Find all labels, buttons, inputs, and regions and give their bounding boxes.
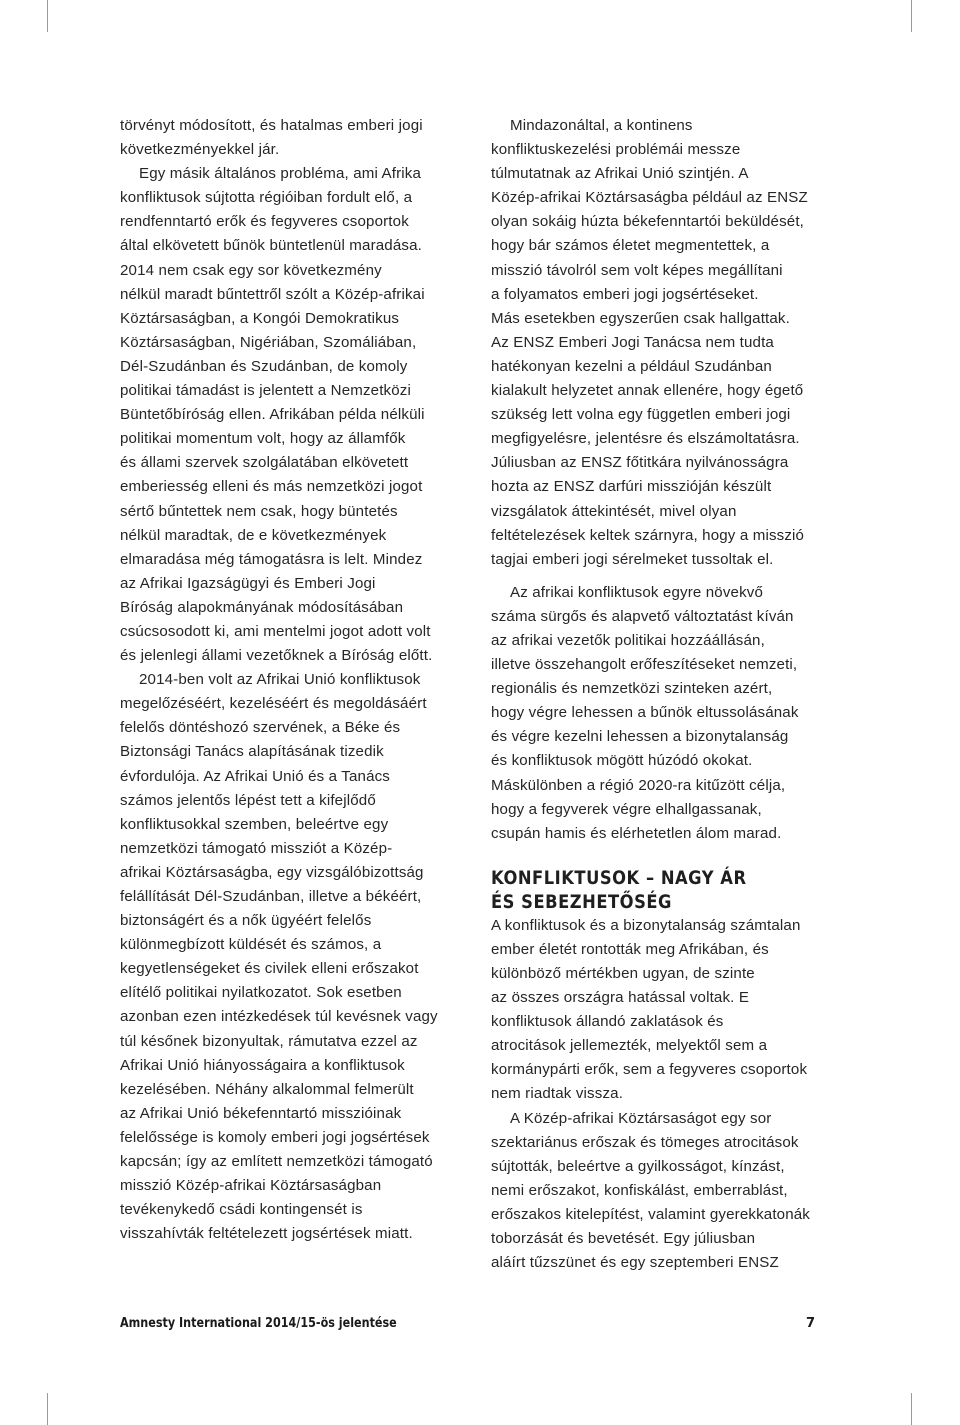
text-line: által elkövetett bűnök büntetlenül maradása. bbox=[120, 237, 422, 255]
text-line: szektariánus erőszak és tömeges atrocitások bbox=[491, 1133, 799, 1151]
right-text-column bbox=[491, 114, 841, 1275]
text-line: azonban ezen intézkedések túl kevésnek vagy bbox=[120, 1008, 438, 1026]
text-line: misszió Közép-afrikai Köztársaságban bbox=[120, 1177, 382, 1195]
text-line: Más esetekben egyszerűen csak hallgattak. bbox=[491, 309, 790, 327]
text-line: Dél-Szudánban és Szudánban, de komoly bbox=[120, 357, 408, 375]
text-line: Büntetőbíróság ellen. Afrikában példa nélküli bbox=[120, 406, 425, 424]
text-line: számos jelentős lépést tett a kifejlődő bbox=[120, 791, 376, 809]
text-line: sújtották, beleértve a gyilkosságot, kínzást, bbox=[491, 1157, 785, 1175]
text-line: Mindazonáltal, a kontinens bbox=[510, 117, 693, 134]
text-line: kialakult helyzetet annak ellenére, hogy égető bbox=[491, 382, 804, 400]
text-line: aláírt tűzszünet és egy szeptemberi ENSZ bbox=[491, 1254, 779, 1272]
text-line: vizsgálatok áttekintését, mivel olyan bbox=[491, 502, 737, 520]
text-line: és végre kezelni lehessen a bizonytalanság bbox=[491, 728, 789, 746]
text-line: tevékenykedő csádi kontingensét is bbox=[120, 1201, 363, 1219]
text-line: Biztonsági Tanács alapításának tizedik bbox=[120, 743, 384, 761]
text-line: Az afrikai konfliktusok egyre növekvő bbox=[510, 583, 764, 601]
text-line: és konfliktusok mögött húzódó okokat. bbox=[491, 752, 753, 770]
text-line: Az ENSZ Emberi Jogi Tanácsa nem tudta bbox=[491, 333, 774, 351]
crop-mark-bottom-left bbox=[47, 1393, 48, 1425]
text-line: hatékonyan kezelni a például Szudánban bbox=[491, 357, 772, 375]
text-line: megelőzéséért, kezeléséért és megoldásáért bbox=[120, 695, 427, 713]
text-line: felelőssége is komoly emberi jogi jogsértések bbox=[120, 1128, 430, 1146]
text-line: nem riadtak vissza. bbox=[491, 1085, 624, 1103]
paragraph-gap bbox=[491, 572, 841, 581]
text-line: illetve összehangolt erőfeszítéseket nemzeti, bbox=[491, 656, 798, 674]
text-line: következményekkel jár. bbox=[120, 141, 280, 159]
crop-mark-bottom-right bbox=[911, 1393, 912, 1425]
text-line: az Afrikai Unió békefenntartó misszióinak bbox=[120, 1104, 402, 1122]
text-line: felelős döntéshozó szervének, a Béke és bbox=[120, 719, 401, 737]
text-line: feltételezések keltek szárnyra, hogy a misszió bbox=[491, 526, 805, 544]
page-number: 7 bbox=[805, 1316, 815, 1331]
text-line: megfigyelésre, jelentésre és elszámoltatásra. bbox=[491, 430, 800, 448]
text-line: politikai momentum volt, hogy az államfők bbox=[120, 430, 406, 448]
text-line: szükség lett volna egy független emberi jogi bbox=[491, 406, 791, 424]
text-line: erőszakos kitelepítést, valamint gyerekkatonák bbox=[491, 1205, 810, 1223]
text-line: nemzetközi támogató missziót a Közép- bbox=[120, 839, 393, 857]
text-line: száma sürgős és alapvető változtatást kíván bbox=[491, 607, 794, 625]
text-line: különböző mértékben ugyan, de szinte bbox=[491, 965, 755, 982]
text-line: konfliktusok állandó zaklatások és bbox=[491, 1013, 724, 1031]
text-line: a folyamatos emberi jogi jogsértéseket. bbox=[491, 285, 759, 303]
left-text-column bbox=[120, 114, 470, 1246]
text-line: kapcsán; így az említett nemzetközi támogató bbox=[120, 1153, 433, 1171]
text-line: rendfenntartó erők és fegyveres csoportok bbox=[120, 213, 409, 231]
text-line: az afrikai vezetők politikai hozzáállásán, bbox=[491, 631, 765, 649]
text-line: nélkül maradtak, de e következmények bbox=[120, 526, 387, 544]
text-line: politikai támadást is jelentett a Nemzetközi bbox=[120, 382, 411, 400]
text-line: visszahívták feltételezett jogsértések miatt. bbox=[120, 1225, 413, 1243]
section-heading-line-1: KONFLIKTUSOK – NAGY ÁR bbox=[491, 866, 747, 889]
text-line: Afrikai Unió hiányosságaira a konfliktusok bbox=[120, 1056, 405, 1074]
crop-mark-top-left bbox=[47, 0, 48, 32]
footer-report-title: Amnesty International 2014/15-ös jelentése bbox=[120, 1316, 397, 1331]
text-line: atrocitások jellemezték, melyektől sem a bbox=[491, 1037, 768, 1055]
section-heading bbox=[491, 866, 841, 914]
page-footer bbox=[120, 1313, 815, 1335]
text-line: tagjai emberi jogi sérelmeket tussoltak el. bbox=[491, 550, 774, 568]
text-line: Bíróság alapokmányának módosításában bbox=[120, 598, 404, 616]
text-line: túlmutatnak az Afrikai Unió szintjén. A bbox=[491, 165, 749, 183]
text-line: kegyetlenségeket és civilek elleni erőszakot bbox=[120, 960, 419, 978]
text-line: évfordulója. Az Afrikai Unió és a Tanács bbox=[120, 767, 391, 785]
text-line: Köztársaságban, a Kongói Demokratikus bbox=[120, 309, 400, 327]
text-line: és jelenlegi állami vezetőknek a Bíróság előtt. bbox=[120, 647, 433, 665]
text-line: afrikai Köztársaságba, egy vizsgálóbizottság bbox=[120, 863, 424, 881]
text-line: 2014 nem csak egy sor következmény bbox=[120, 261, 382, 279]
text-line: 2014-ben volt az Afrikai Unió konfliktusok bbox=[139, 671, 421, 689]
text-line: túl későnek bizonyultak, rámutatva ezzel az bbox=[120, 1032, 418, 1050]
text-line: törvényt módosított, és hatalmas emberi jogi bbox=[120, 117, 423, 134]
text-line: nélkül maradt bűntettről szólt a Közép-afrikai bbox=[120, 285, 425, 303]
text-line: nemi erőszakot, konfiskálást, emberrablást, bbox=[491, 1181, 788, 1199]
text-line: az Afrikai Igazságügyi és Emberi Jogi bbox=[120, 574, 376, 592]
crop-mark-top-right bbox=[911, 0, 912, 32]
text-line: konfliktusok sújtotta régióiban fordult elő, a bbox=[120, 189, 413, 207]
text-line: sértő bűntettek nem csak, hogy büntetés bbox=[120, 502, 398, 520]
text-line: olyan sokáig húzta békefenntartói beküldését, bbox=[491, 213, 805, 231]
section-heading-line-2: ÉS SEBEZHETŐSÉG bbox=[491, 890, 672, 913]
text-line: toborzását és bevetését. Egy júliusban bbox=[491, 1230, 756, 1248]
text-line: Júliusban az ENSZ főtitkára nyilvánosságra bbox=[491, 454, 789, 472]
text-line: különmegbízott küldését és számos, a bbox=[120, 936, 382, 954]
text-line: hogy a fegyverek végre elhallgassanak, bbox=[491, 800, 762, 818]
text-line: A Közép-afrikai Köztársaságot egy sor bbox=[510, 1109, 772, 1127]
text-line: Köztársaságban, Nigériában, Szomáliában, bbox=[120, 333, 417, 351]
text-line: emberiesség elleni és más nemzetközi jogot bbox=[120, 478, 423, 496]
text-line: hogy bár számos életet megmentettek, a bbox=[491, 237, 770, 255]
text-line: regionális és nemzetközi szinteken azért, bbox=[491, 680, 773, 698]
text-line: kormánypárti erők, sem a fegyveres csoportok bbox=[491, 1061, 808, 1079]
text-line: Közép-afrikai Köztársaságba például az ENSZ bbox=[491, 189, 808, 207]
text-line: hozta az ENSZ darfúri misszióján készült bbox=[491, 478, 772, 496]
text-line: elmaradása még támogatásra is lelt. Mindez bbox=[120, 550, 423, 568]
text-line: Máskülönben a régió 2020-ra kitűzött célja, bbox=[491, 776, 786, 794]
text-line: és állami szervek szolgálatában elkövetett bbox=[120, 454, 409, 472]
text-line: ember életét rontották meg Afrikában, és bbox=[491, 940, 769, 958]
text-line: csupán hamis és elérhetetlen álom marad. bbox=[491, 824, 782, 842]
text-line: csúcsosodott ki, ami mentelmi jogot adott volt bbox=[120, 622, 431, 640]
text-line: biztonságért és a nők ügyéért felelős bbox=[120, 912, 372, 930]
text-line: konfliktusokkal szemben, beleértve egy bbox=[120, 815, 389, 833]
text-line: kezelésében. Néhány alkalommal felmerült bbox=[120, 1080, 414, 1098]
text-line: az összes országra hatással voltak. E bbox=[491, 989, 750, 1007]
text-line: A konfliktusok és a bizonytalanság számtalan bbox=[491, 916, 801, 934]
text-line: Egy másik általános probléma, ami Afrika bbox=[139, 165, 421, 183]
text-line: elítélő politikai nyilatkozatot. Sok esetben bbox=[120, 984, 402, 1002]
text-line: misszió távolról sem volt képes megállítani bbox=[491, 261, 783, 279]
text-line: konfliktuskezelési problémái messze bbox=[491, 141, 741, 159]
text-line: felállítását Dél-Szudánban, illetve a békéért, bbox=[120, 888, 422, 905]
text-line: hogy végre lehessen a bűnök eltussolásának bbox=[491, 704, 799, 722]
